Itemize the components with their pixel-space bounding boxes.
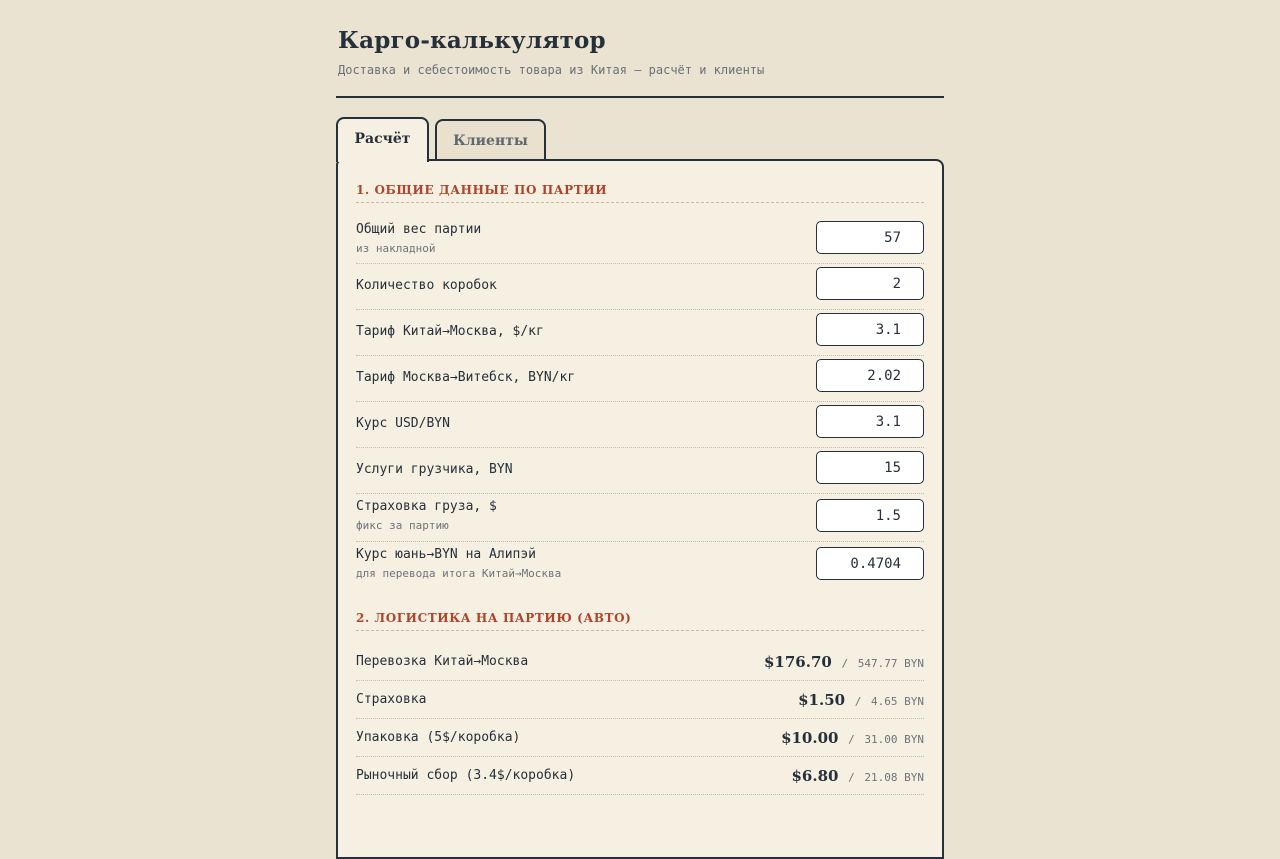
field-hint: фикс за партию — [356, 519, 449, 532]
field-label: Курс юань→BYN на Алипэй — [356, 547, 537, 562]
byn-amount: 21.08 BYN — [864, 771, 924, 784]
field-row-yuan-byn-rate — [356, 542, 924, 584]
tariff-moscow-vitebsk-input[interactable] — [816, 359, 924, 392]
field-label: Тариф Москва→Витебск, BYN/кг — [356, 370, 576, 385]
field-row-tariff-china-moscow — [356, 310, 924, 356]
loader-services-input[interactable] — [816, 451, 924, 484]
box-count-input[interactable] — [816, 267, 924, 300]
page-subtitle: Доставка и себестоимость товара из Китая — расчёт и клиенты — [338, 63, 765, 77]
section-general-title: 1. ОБЩИЕ ДАННЫЕ ПО ПАРТИИ — [356, 183, 924, 203]
field-row-tariff-moscow-vitebsk — [356, 356, 924, 402]
logistics-row-packaging — [356, 719, 924, 757]
calculation-panel — [336, 159, 944, 859]
section-logistics-title: 2. ЛОГИСТИКА НА ПАРТИЮ (АВТО) — [356, 611, 924, 631]
field-label: Страховка груза, $ — [356, 499, 497, 514]
tariff-china-moscow-input[interactable] — [816, 313, 924, 346]
yuan-byn-rate-input[interactable] — [816, 547, 924, 580]
field-label: Услуги грузчика, BYN — [356, 462, 513, 477]
logistics-amount — [798, 690, 924, 709]
logistics-row-insurance — [356, 681, 924, 719]
logistics-label: Перевозка Китай→Москва — [356, 654, 529, 669]
amount-separator: / — [848, 771, 855, 784]
field-label: Курс USD/BYN — [356, 416, 450, 431]
amount-separator: / — [854, 695, 862, 708]
logistics-amount — [781, 728, 924, 747]
field-row-usd-byn-rate — [356, 402, 924, 448]
field-hint: из накладной — [356, 242, 436, 255]
usd-amount: $1.50 — [798, 691, 846, 709]
logistics-amount — [764, 652, 924, 671]
tab-clients[interactable]: Клиенты — [435, 119, 546, 160]
logistics-amount — [792, 766, 925, 785]
logistics-row-china-moscow — [356, 642, 924, 681]
total-weight-input[interactable] — [816, 221, 924, 254]
header-divider — [336, 96, 944, 98]
field-hint: для перевода итога Китай→Москва — [356, 567, 562, 580]
logistics-label: Рыночный сбор (3.4$/коробка) — [356, 768, 576, 783]
field-label: Тариф Китай→Москва, $/кг — [356, 324, 544, 339]
field-row-box-count — [356, 264, 924, 310]
usd-byn-rate-input[interactable] — [816, 405, 924, 438]
page-title: Карго-калькулятор — [338, 27, 606, 54]
field-row-loader-services — [356, 448, 924, 494]
byn-amount: 31.00 BYN — [864, 733, 924, 746]
byn-amount: 547.77 BYN — [857, 657, 924, 670]
logistics-label: Упаковка (5$/коробка) — [356, 730, 521, 745]
cargo-insurance-input[interactable] — [816, 499, 924, 532]
usd-amount: $10.00 — [781, 729, 839, 747]
byn-amount: 4.65 BYN — [871, 695, 924, 708]
amount-separator: / — [841, 657, 849, 670]
field-row-total-weight — [356, 217, 924, 264]
usd-amount: $6.80 — [791, 767, 839, 785]
tab-calculation[interactable]: Расчёт — [336, 117, 429, 162]
logistics-row-market-fee — [356, 757, 924, 795]
field-label: Общий вес партии — [356, 222, 482, 237]
field-row-cargo-insurance — [356, 494, 924, 542]
logistics-label: Страховка — [356, 692, 427, 707]
usd-amount: $176.70 — [764, 653, 832, 671]
field-label: Количество коробок — [356, 278, 497, 293]
amount-separator: / — [848, 733, 855, 746]
